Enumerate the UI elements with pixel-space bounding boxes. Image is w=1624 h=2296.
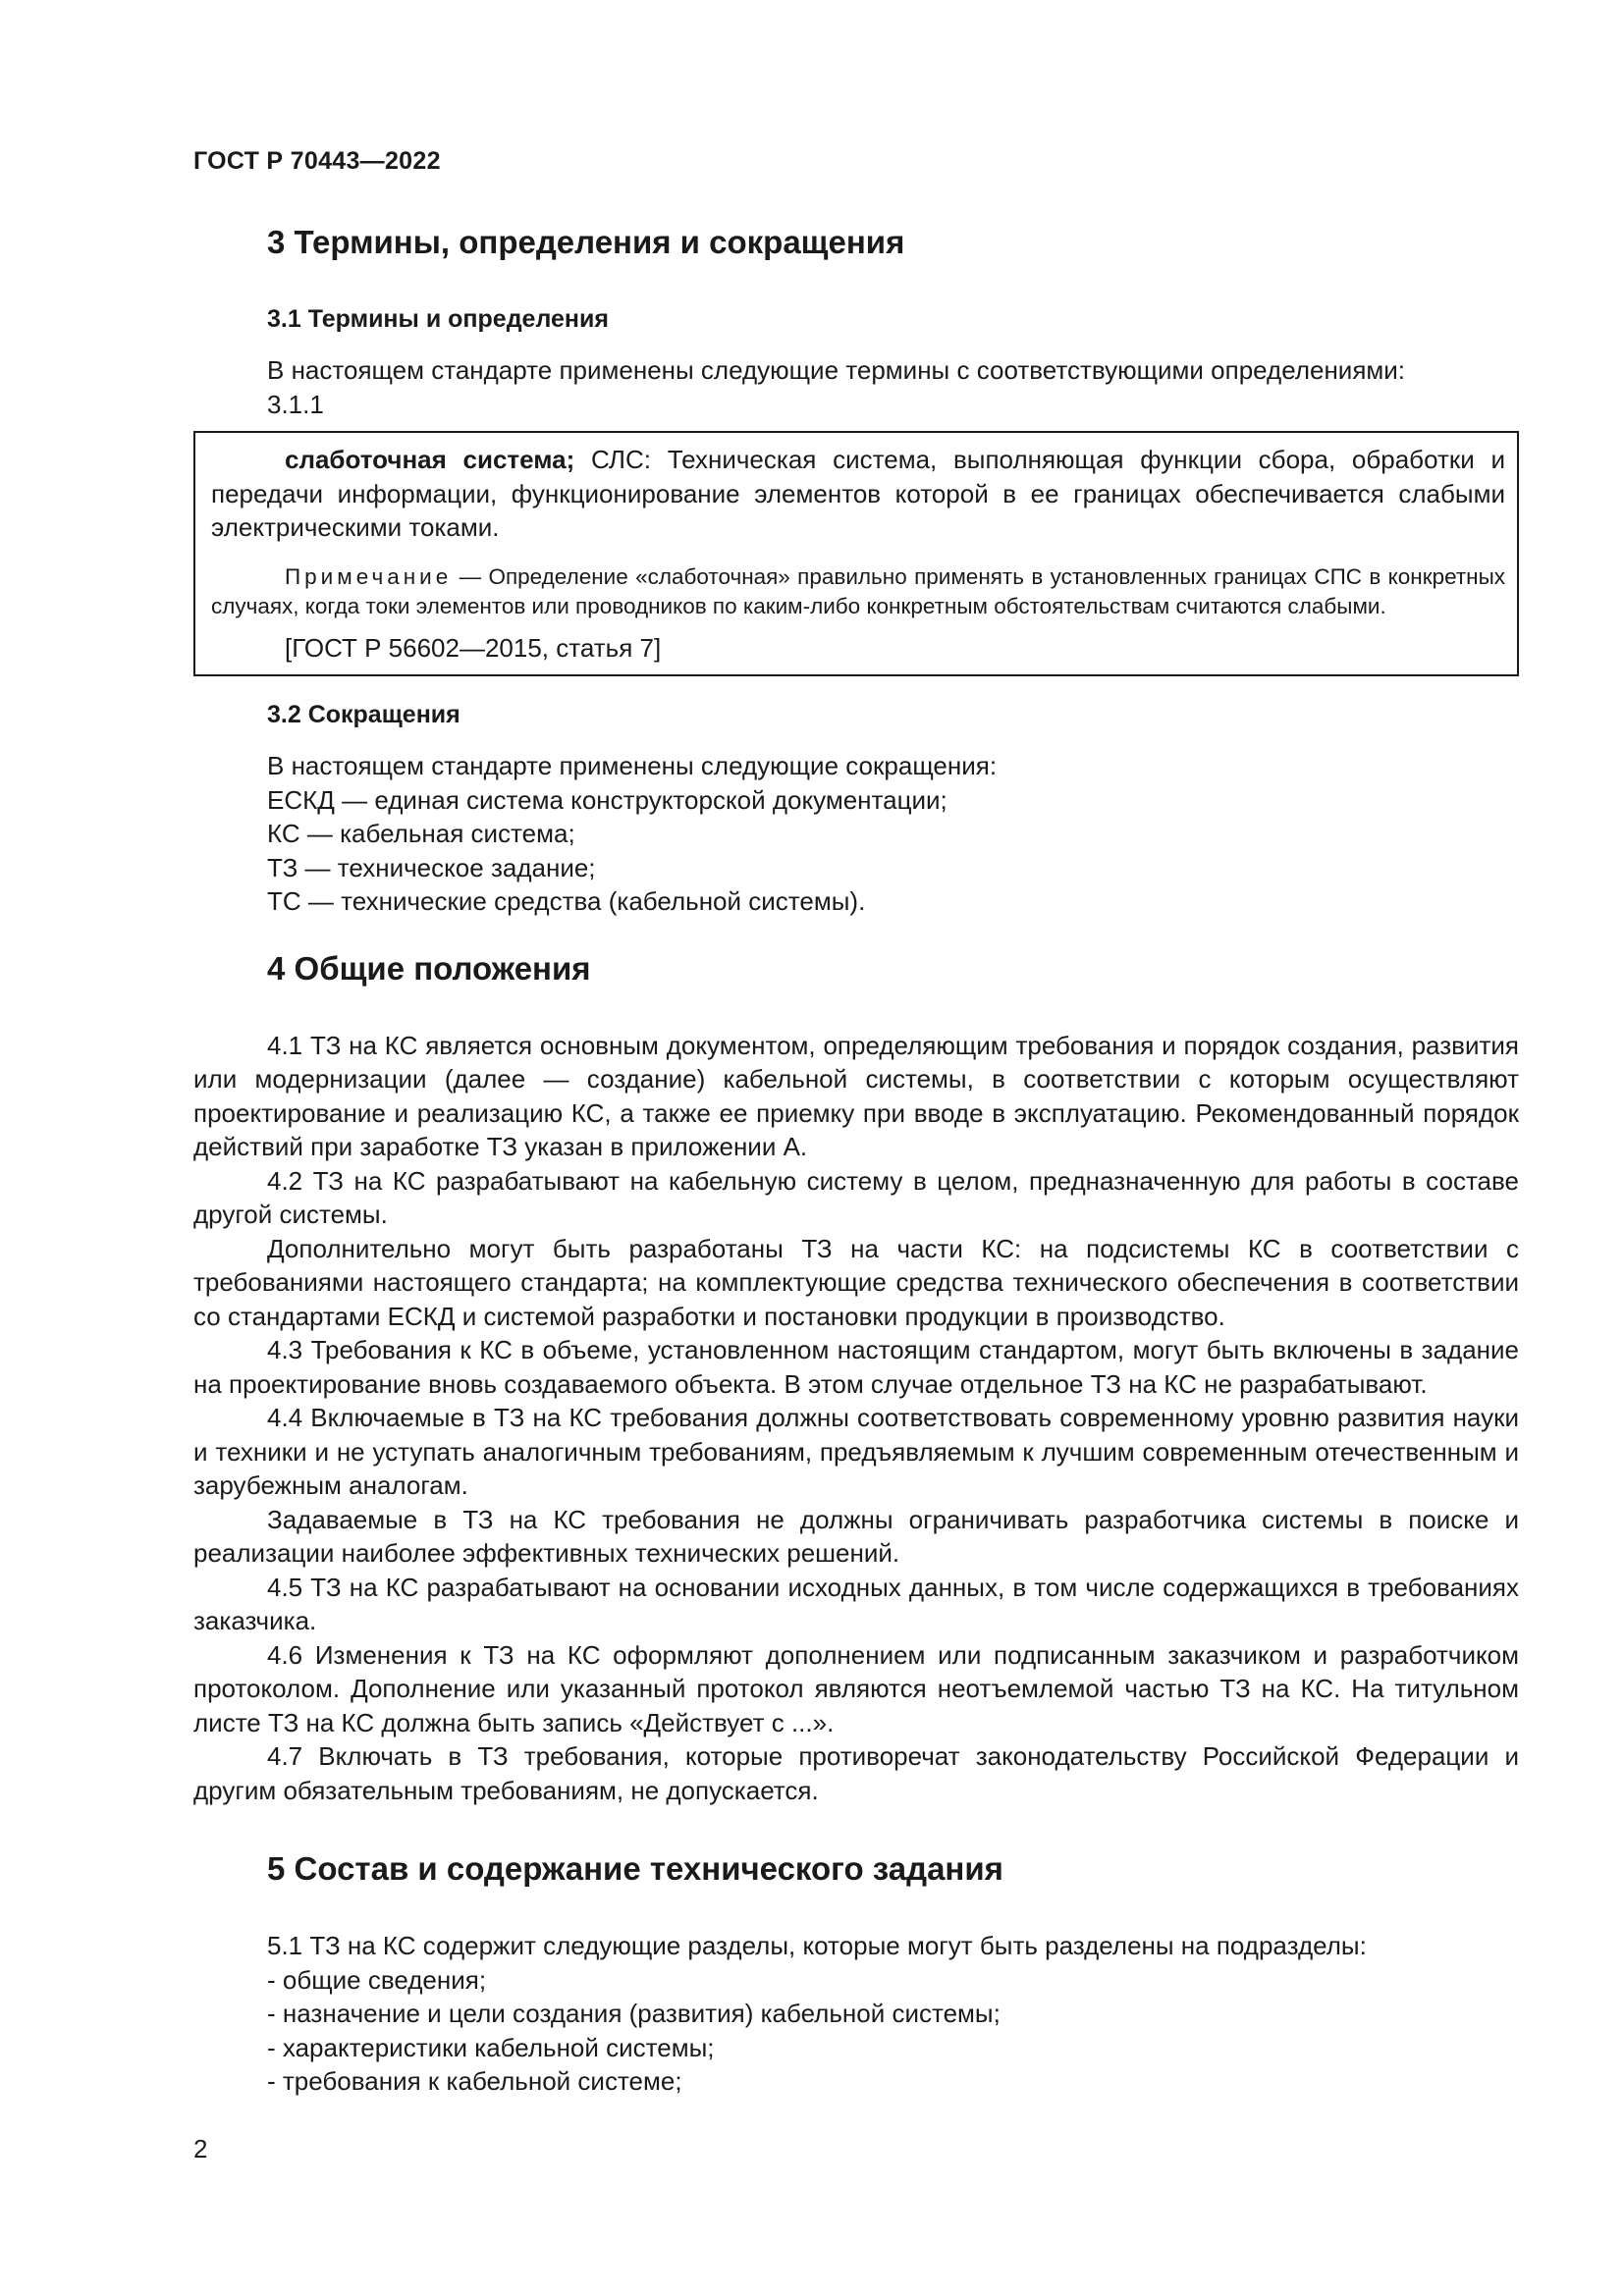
abbreviation-item: ТС — технические средства (кабельной системы).	[267, 886, 866, 916]
term-number: 3.1.1	[267, 389, 324, 419]
paragraph-4-2: 4.2 ТЗ на КС разрабатывают на кабельную систему в целом, предназначенную для работы в составе другой системы.	[193, 1165, 1519, 1229]
term-definition	[211, 443, 1517, 545]
term-definition-text: СЛС: Техническая система, выполняющая функции сбора, обработки и передачи информации, функционирование элементов которой в ее границах обеспечивается слабыми электрическими токами.	[211, 445, 1506, 542]
page-content	[193, 222, 1519, 2099]
term-definition-box	[193, 431, 1519, 676]
paragraph-5-1: 5.1 ТЗ на КС содержит следующие разделы, которые могут быть разделены на подразделы:	[267, 1931, 1367, 1960]
paragraph-4-5: 4.5 ТЗ на КС разрабатывают на основании исходных данных, в том числе содержащихся в требованиях заказчика.	[193, 1572, 1519, 1635]
abbreviation-item: ЕСКД — единая система конструкторской документации;	[267, 784, 947, 815]
abbreviations-intro: В настоящем стандарте применены следующие сокращения:	[267, 751, 998, 780]
paragraph-4-4: 4.4 Включаемые в ТЗ на КС требования должны соответствовать современному уровню развития науки и техники и не уступать аналогичным требованиям, предъявляемым к лучшим современным отечественным и зарубежным аналогам.	[193, 1403, 1519, 1500]
list-item: - назначение и цели создания (развития) кабельной системы;	[267, 1999, 1001, 2028]
document-id-header: ГОСТ Р 70443—2022	[193, 147, 441, 175]
section-3-1-title: 3.1 Термины и определения	[267, 305, 609, 333]
abbreviation-item: ТЗ — техническое задание;	[267, 852, 596, 882]
section-4-title: 4 Общие положения	[267, 949, 591, 987]
note-label: Примечание	[285, 563, 453, 589]
term-source: [ГОСТ Р 56602—2015, статья 7]	[285, 632, 662, 663]
note-text: — Определение «слаботочная» правильно применять в установленных границах СПС в конкретных случаях, когда токи элементов или проводников по каким-либо конкретным обстоятельствам считаются слабыми.	[211, 563, 1505, 618]
page-number: 2	[193, 2134, 208, 2163]
paragraph-4-6: 4.6 Изменения к ТЗ на КС оформляют дополнением или подписанным заказчиком и разработчиком протоколом. Дополнение или указанный протокол являются неотъемлемой частью ТЗ на КС. На титульном листе ТЗ на КС должна быть запись «Действует с ...».	[193, 1639, 1519, 1737]
paragraph-4-7: 4.7 Включать в ТЗ требования, которые противоречат законодательству Российской Федерации и другим обязательным требованиям, не допускается.	[193, 1741, 1519, 1805]
section-5-title: 5 Состав и содержание технического задания	[267, 1850, 1003, 1887]
paragraph-4-1: 4.1 ТЗ на КС является основным документом, определяющим требования и порядок создания, развития или модернизации (далее — создание) кабельной системы, в соответствии с которым осуществляют проектирование и реализацию КС, а также ее приемку при вводе в эксплуатацию. Рекомендованный порядок действий при заработке ТЗ указан в приложении А.	[193, 1030, 1519, 1161]
abbreviation-item: КС — кабельная система;	[267, 819, 575, 848]
list-item: - общие сведения;	[267, 1964, 487, 1995]
term-name: слаботочная система;	[285, 445, 575, 474]
paragraph-4-3: 4.3 Требования к КС в объеме, установленном настоящим стандартом, могут быть включены в задание на проектирование вновь создаваемого объекта. В этом случае отдельное ТЗ на КС не разрабатывают.	[193, 1335, 1519, 1399]
list-item: - требования к кабельной системе;	[267, 2066, 682, 2096]
paragraph-4-4-additional: Задаваемые в ТЗ на КС требования не должны ограничивать разработчика системы в поиске и реализации наиболее эффективных технических решений.	[193, 1504, 1519, 1568]
term-note	[211, 562, 1517, 621]
section-3-title: 3 Термины, определения и сокращения	[267, 224, 905, 260]
paragraph-4-2-additional: Дополнительно могут быть разработаны ТЗ на части КС: на подсистемы КС в соответствии с требованиями настоящего стандарта; на комплектующие средства технического обеспечения в соответствии со стандартами ЕСКД и системой разработки и постановки продукции в производство.	[193, 1233, 1519, 1331]
section-3-2-title: 3.2 Сокращения	[267, 701, 460, 728]
list-item: - характеристики кабельной системы;	[267, 2032, 715, 2062]
terms-intro: В настоящем стандарте применены следующие термины с соответствующими определениями:	[267, 355, 1406, 385]
